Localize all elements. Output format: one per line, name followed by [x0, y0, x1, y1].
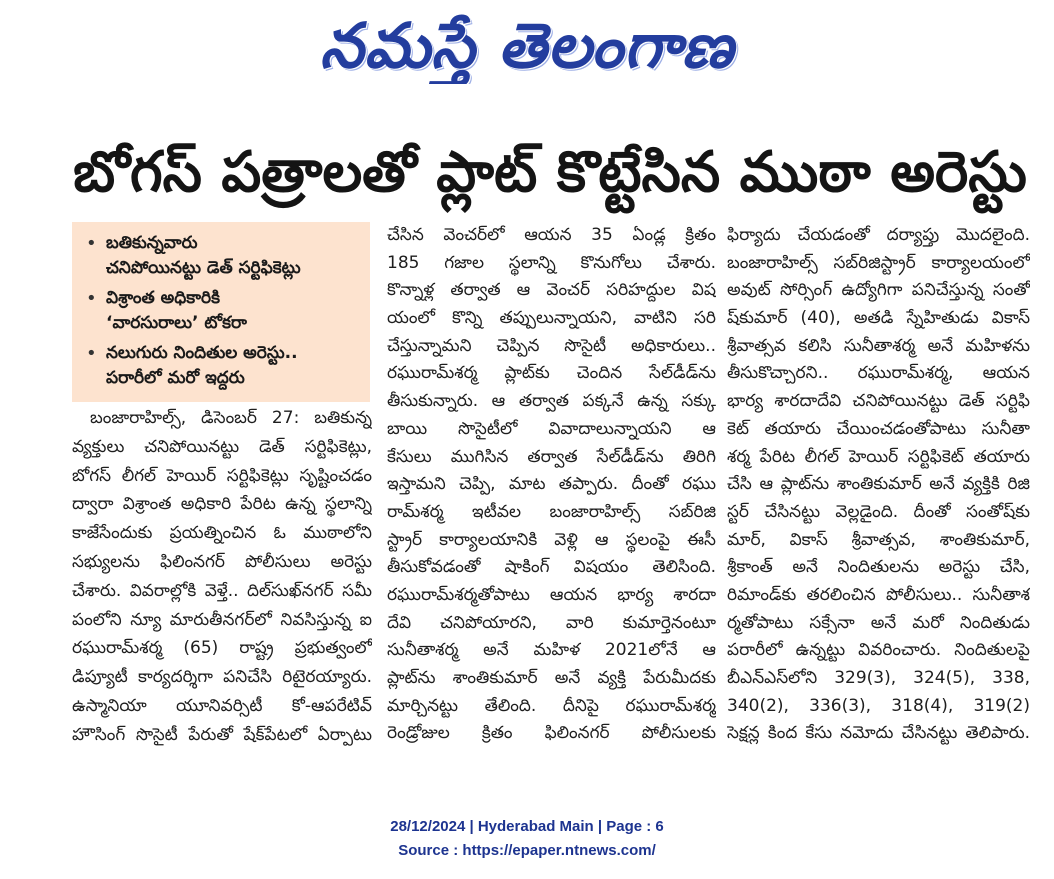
article-line: భార్య శారదాదేవి చనిపోయినట్టు డెత్ సర్టిఫి	[727, 391, 1030, 412]
footer-meta: 28/12/2024 | Hyderabad Main | Page : 6	[390, 818, 664, 835]
article-line: అవుట్ సోర్సింగ్ ఉద్యోగిగా పనిచేస్తున్న సంతో	[727, 280, 1030, 301]
highlight-item	[86, 286, 362, 336]
article-line: బీఎన్‌ఎస్‌లోని 329(3), 324(5), 338,	[727, 668, 1030, 688]
article-line: రామ్‌శర్మ ఇటీవల బంజారాహిల్స్ సబ్‌రిజి	[387, 501, 716, 522]
highlight-line: విశ్రాంత అధికారికి	[106, 288, 220, 308]
article-line: బాయి సొసైటీలో వివాదాలున్నాయని ఆ	[387, 418, 716, 439]
article-line: 340(2), 336(3), 318(4), 319(2)	[727, 695, 1030, 716]
article-line: ఫిర్యాదు చేయడంతో దర్యాప్తు మొదలైంది.	[727, 225, 1030, 245]
article-line: శ్రీవాత్సవ కలిసి సునీతాశర్మ అనే మహిళను	[727, 335, 1030, 356]
article-line: శర్మ పేరిట లీగల్ హెయిర్ సర్టిఫికెట్ తయారు	[727, 446, 1030, 467]
article-line: హౌసింగ్ సొసైటీ పేరుతో షేక్‌పేటలో ఏర్పాటు	[72, 724, 372, 745]
highlight-line: బతికున్నవారు	[106, 233, 198, 253]
article-line: ద్వారా విశ్రాంత అధికారి పేరిట ఉన్న స్థలాన్ని	[72, 494, 372, 515]
article-line: మార్, వికాస్ శ్రీవాత్సవ, శాంతికుమార్,	[727, 529, 1030, 550]
highlight-line: చనిపోయినట్టు డెత్ సర్టిఫికెట్లు	[106, 258, 301, 278]
article-line: రెండ్రోజుల క్రితం ఫిలింనగర్ పోలీసులకు	[387, 723, 716, 744]
article-line: రఘురామ్‌శర్మ ప్లాట్‌కు చెందిన సేల్‌డీడ్‌ను	[387, 363, 716, 384]
article-column-1	[72, 404, 372, 750]
bullet-icon: •	[86, 343, 97, 364]
article-line: యంలో కొన్ని తప్పులున్నాయని, వాటిని సరి	[387, 308, 716, 329]
article-line: స్ట్రార్ కార్యాలయానికి వెళ్లి ఆ స్థలంపై ఈసీ	[387, 529, 716, 550]
article-line: శ్రీకాంత్ అనే నిందితులను అరెస్టు చేసి,	[727, 557, 1030, 578]
article-line: చేసి ఆ ప్లాట్‌ను శాంతికుమార్ అనే వ్యక్తికి రిజి	[727, 474, 1030, 495]
article-column-3	[727, 222, 1030, 750]
bullet-icon: •	[86, 233, 97, 254]
article-line: బోగస్ లీగల్ హెయిర్ సర్టిఫికెట్లు సృష్టించడం	[72, 465, 372, 486]
article-line: సెక్షన్ల కింద కేసు నమోదు చేసినట్టు తెలిపారు.	[727, 723, 1030, 744]
footer-source: Source : https://epaper.ntnews.com/	[398, 842, 656, 859]
headline: బోగస్ పత్రాలతో ప్లాట్ కొట్టేసిన ముఠా అరెస్టు	[73, 140, 1027, 205]
article-line: కాజేసేందుకు ప్రయత్నించిన ఓ ముఠాలోని	[72, 523, 372, 544]
article-line: పంలోని న్యూ మారుతీనగర్‌లో నివసిస్తున్న ఐ	[72, 609, 372, 630]
article-line: ఇస్తామని చెప్పి, మాట తప్పారు. దీంతో రఘు	[387, 474, 716, 495]
highlight-item	[86, 231, 362, 281]
article-line: రఘురామ్‌శర్మతోపాటు ఆయన భార్య శారదా	[387, 584, 716, 605]
article-line: ఉస్మానియా యూనివర్సిటీ కో-ఆపరేటివ్	[72, 695, 372, 716]
article-line: రఘురామ్‌శర్మ (65) రాష్ట్ర ప్రభుత్వంలో	[72, 638, 372, 659]
bullet-icon: •	[86, 288, 97, 309]
highlight-line: ‘వారసురాలు’ టోకరా	[106, 313, 247, 333]
article-line: తీసుకున్నారు. ఆ తర్వాత పక్కనే ఉన్న సక్కు	[387, 391, 716, 412]
article-line: చేస్తున్నామని చెప్పిన సొసైటీ అధికారులు..	[387, 335, 716, 356]
article-line: కెట్ తయారు చేయించడంతోపాటు సునీతా	[727, 418, 1030, 439]
article-line: పరారీలో ఉన్నట్టు వివరించారు. నిందితులపై	[727, 640, 1030, 661]
article-line: బంజారాహిల్స్ సబ్‌రిజిస్ట్రార్ కార్యాలయంలో	[727, 252, 1030, 273]
masthead-logo: నమస్తే తెలంగాణ	[319, 9, 735, 82]
article-line: 185 గజాల స్థలాన్ని కొనుగోలు చేశారు.	[387, 252, 716, 273]
article-line: బంజారాహిల్స్, డిసెంబర్ 27: బతికున్న	[90, 408, 372, 428]
article-line: రిమాండ్‌కు తరలించిన పోలీసులు.. సునీతాశ	[727, 584, 1030, 605]
article-line: దేవి చనిపోయారని, వారి కుమార్తెనంటూ	[387, 612, 716, 633]
article-line: చేసిన వెంచర్‌లో ఆయన 35 ఏండ్ల క్రితం	[387, 225, 716, 245]
highlight-line: నలుగురు నిందితుల అరెస్టు..	[106, 343, 298, 363]
article-line: చేశారు. వివరాల్లోకి వెళ్తే.. దిల్‌సుఖ్‌నగర్ సమీ	[72, 580, 372, 601]
highlight-line: పరారీలో మరో ఇద్దరు	[106, 368, 245, 388]
article-line: డిప్యూటీ కార్యదర్శిగా పనిచేసి రిటైరయ్యారు.	[72, 667, 372, 688]
article-line: సునీతాశర్మ అనే మహిళ 2021లోనే ఆ	[387, 640, 716, 661]
highlights-box	[72, 222, 370, 402]
article-column-2	[387, 222, 716, 750]
article-line: ష్‌కుమార్ (40), అతడి స్నేహితుడు వికాస్	[727, 308, 1030, 329]
article-line: మార్చినట్టు తేలింది. దీనిపై రఘురామ్‌శర్మ	[387, 695, 716, 716]
article-line: తీసుకోవడంతో షాకింగ్ విషయం తెలిసింది.	[387, 557, 716, 578]
highlight-item	[86, 341, 362, 391]
article-line: వ్యక్తులు చనిపోయినట్టు డెత్ సర్టిఫికెట్లు,	[72, 436, 372, 457]
article-line: సభ్యులను ఫిలింనగర్ పోలీసులు అరెస్టు	[72, 551, 372, 572]
article-line: ర్మతోపాటు సక్సేనా అనే మరో నిందితుడు	[727, 612, 1030, 633]
article-line: తీసుకొచ్చారని.. రఘురామ్‌శర్మ, ఆయన	[727, 363, 1030, 384]
article-line: ప్లాట్‌ను శాంతికుమార్ అనే వ్యక్తి పేరుమీదకు	[387, 668, 716, 688]
article-line: స్టర్ చేసినట్టు వెల్లడైంది. దీంతో సంతోష్‌కు	[727, 501, 1030, 522]
article-line: కేసులు ముగిసిన తర్వాత సేల్‌డీడ్‌ను తిరిగి	[387, 446, 716, 467]
article-line: కొన్నాళ్ల తర్వాత ఆ వెంచర్ సరిహద్దుల విష	[387, 280, 716, 301]
